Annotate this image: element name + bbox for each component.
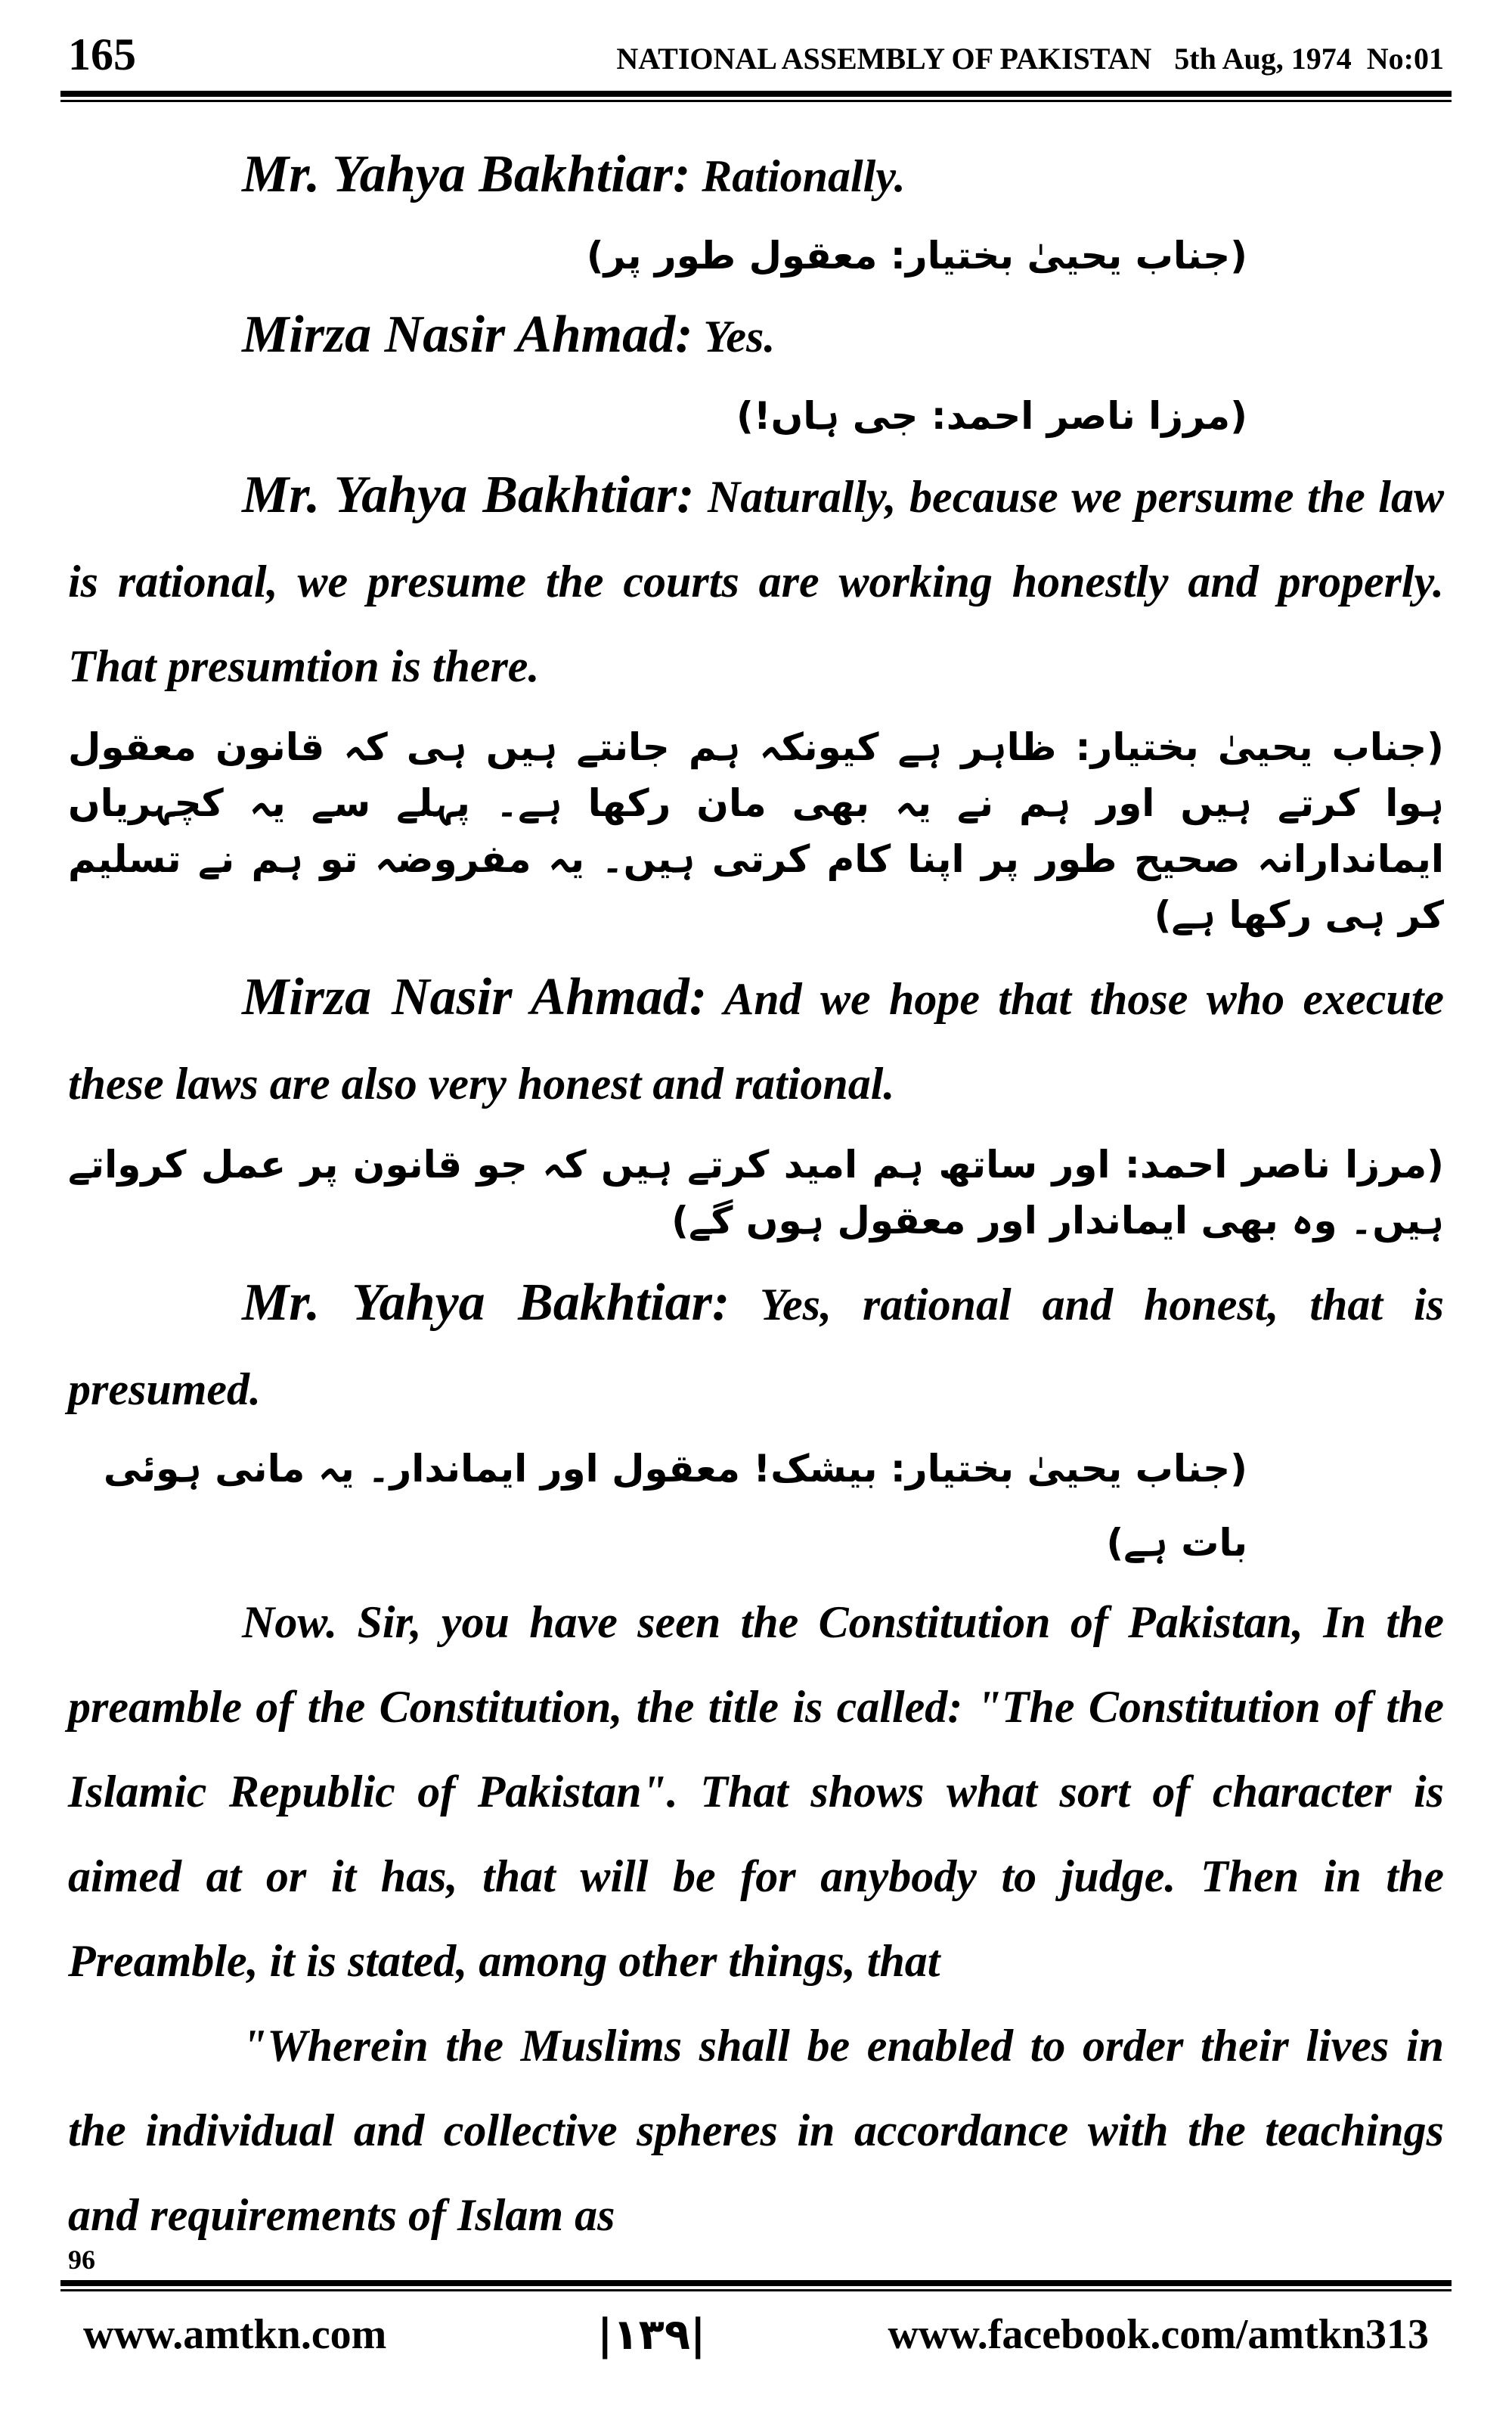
urdu-translation: (مرزا ناصر احمد: اور ساتھ ہم امید کرتے ہیں کہ جو قانون پر عمل کرواتے ہیں۔ وہ بھی ایماندار اور معقول ہوں گے) — [68, 1143, 1444, 1243]
speech-text: Rationally. — [702, 151, 906, 201]
speech-block — [68, 453, 1444, 709]
speaker-name: Mirza Nasir Ahmad: — [242, 306, 693, 364]
page-number: 165 — [68, 29, 136, 79]
constitution-quote: "Wherein the Muslims shall be enabled to order their lives in the individual and collective spheres in accordance with the teachings and requirements of Islam as — [68, 2021, 1444, 2240]
header-rule — [60, 91, 1452, 97]
page-content — [68, 132, 1445, 2275]
footer-rule — [60, 2280, 1452, 2286]
speaker-name: Mr. Yahya Bakhtiar: — [242, 1274, 730, 1332]
speech-block — [68, 1261, 1444, 1432]
header-title: NATIONAL ASSEMBLY OF PAKISTAN 5th Aug, 1974 No:01 — [616, 42, 1444, 76]
header-rule-thin — [60, 100, 1452, 102]
page-footer — [68, 2310, 1444, 2378]
speaker-name: Mr. Yahya Bakhtiar: — [242, 466, 695, 524]
speaker-name: Mirza Nasir Ahmad: — [242, 968, 708, 1026]
page-header — [68, 29, 1444, 89]
urdu-translation: (مرزا ناصر احمد: جی ہاں!) — [736, 394, 1247, 438]
speech-continuation: Now. Sir, you have seen the Constitution of Pakistan, In the preamble of the Constitution, the title is called: "The Constitution of the Islamic Republic of Pakistan". That shows what sort of character is aimed at or it has, that will be for anybody to judge. Then in the Preamble, it is stated, among other things, that — [68, 1597, 1444, 1986]
speech-text: And we hope that those who execute these laws are also very honest and rational. — [68, 974, 1445, 1109]
urdu-translation: (جناب یحییٰ بختیار: بیشک! معقول اور ایماندار۔ یہ مانی ہوئی بات ہے) — [103, 1447, 1247, 1565]
footnote-marker: 96 — [68, 2245, 95, 2275]
speech-block — [68, 132, 1444, 219]
speech-block — [68, 293, 1444, 379]
speech-text: Naturally, because we persume the law is rational, we presume the courts are working honestly and properly. That presumtion is there. — [68, 472, 1444, 691]
urdu-translation: (جناب یحییٰ بختیار: معقول طور پر) — [586, 234, 1247, 278]
urdu-translation: (جناب یحییٰ بختیار: ظاہر ہے کیونکہ ہم جانتے ہیں ہی کہ قانون معقول ہوا کرتے ہیں اور ہم نے یہ بھی مان رکھا ہے۔ پہلے سے یہ کچہریاں ایماندارانہ صحیح طور پر اپنا کام کرتی ہیں۔ یہ مفروضہ تو ہم نے تسلیم کر ہی رکھا ہے) — [68, 725, 1444, 937]
speech-text: Yes. — [703, 312, 776, 361]
facebook-link[interactable]: www.facebook.com/amtkn313 — [888, 2311, 1429, 2358]
website-link[interactable]: www.amtkn.com — [83, 2311, 387, 2358]
speech-text: Yes, rational and honest, that is presumed. — [68, 1280, 1444, 1414]
footer-rule-thin — [60, 2289, 1452, 2291]
speech-block — [68, 955, 1444, 1126]
footer-page-marker: |۱۳۹| — [597, 2310, 706, 2360]
speaker-name: Mr. Yahya Bakhtiar: — [242, 145, 691, 203]
